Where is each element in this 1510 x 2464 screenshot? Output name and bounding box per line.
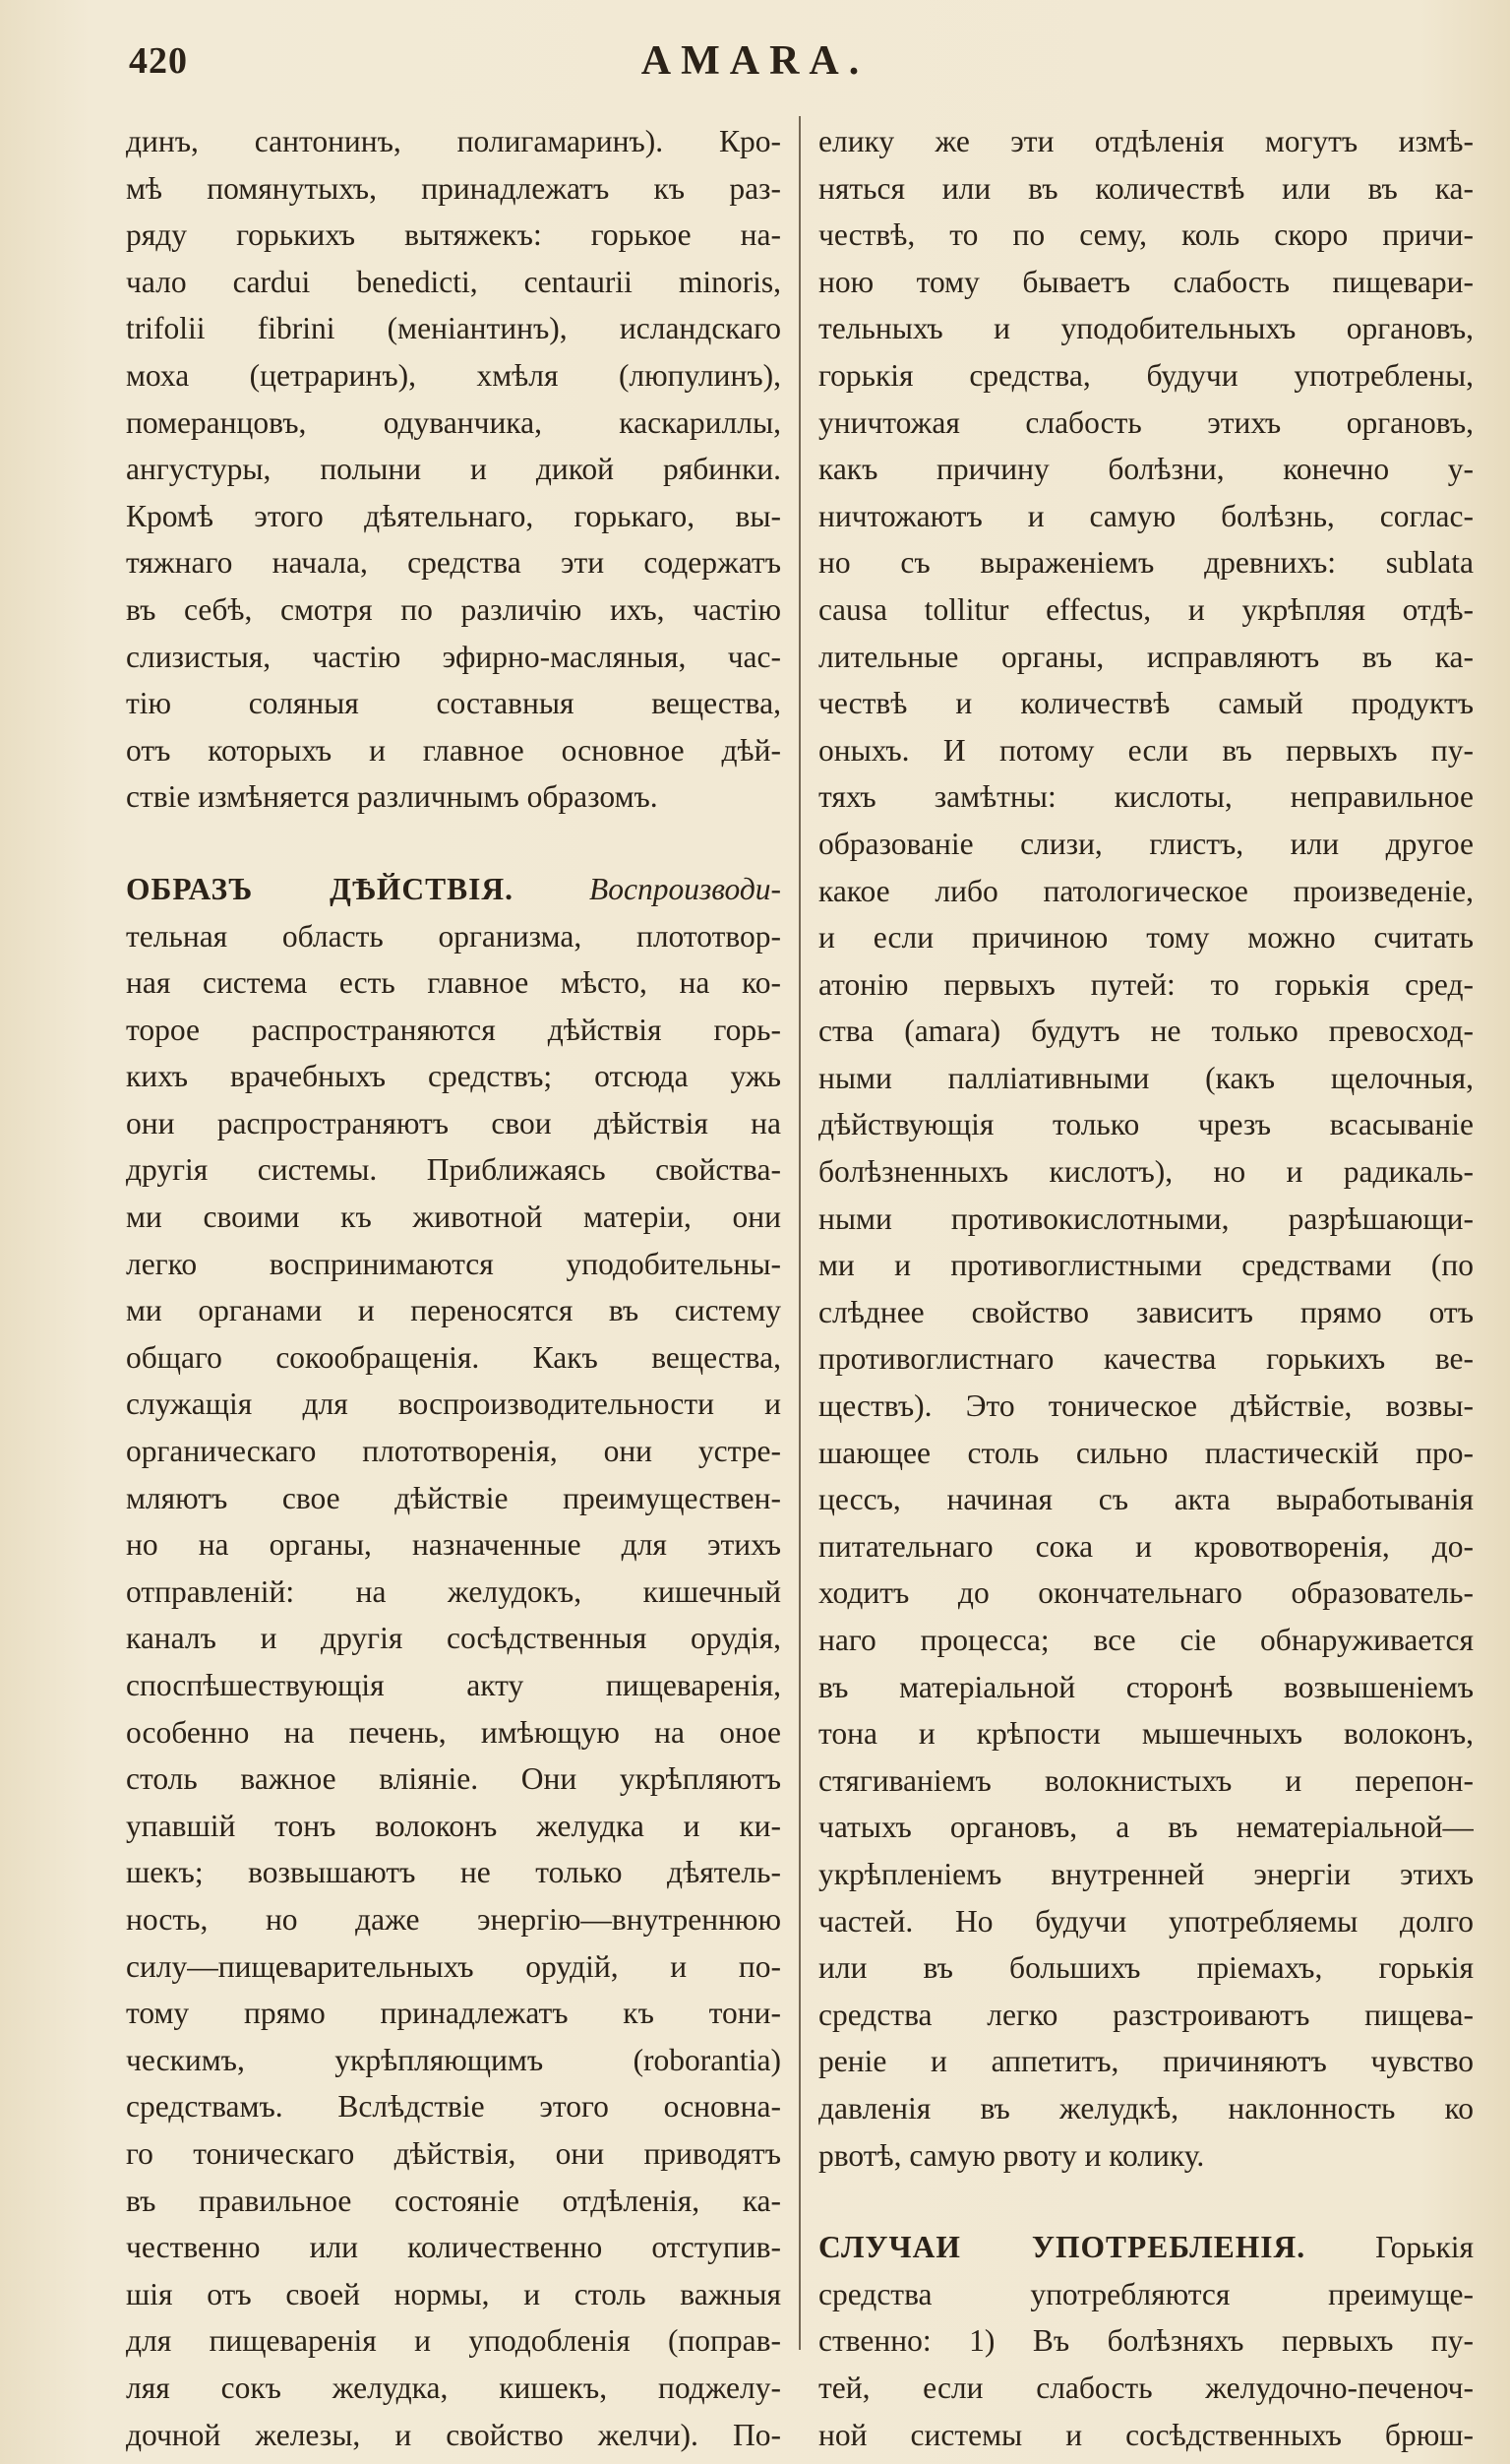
text-line: тію соляныя составныя вещества, [126,686,781,721]
text-line: ной системы и сосѣдственныхъ брюш- [818,2417,1474,2452]
text-line: ствіе измѣняется различнымъ образомъ. [126,779,658,815]
text-line: ангустуры, полыни и дикой рябинки. [126,452,781,487]
text-line: чало cardui benedicti, centaurii minoris, [126,264,781,299]
running-title: AMARA. [640,38,870,84]
section-heading-line [126,866,781,913]
section-heading: СЛУЧАИ УПОТРЕБЛЕНІЯ. [818,2230,1306,2265]
text-line: слизистыя, частію эфирно-масляныя, час- [126,639,781,674]
text-line: питательнаго сока и кровотворенія, до- [818,1528,1474,1564]
column-divider [799,116,801,2350]
right-paragraph-2 [818,2271,1474,2458]
text-line: отправленій: на желудокъ, кишечный [126,1573,781,1609]
section-gap [126,821,781,866]
text-line: атонію первыхъ путей: то горькія сред- [818,966,1474,1002]
text-line: торое распространяются дѣйствія горь- [126,1012,781,1047]
text-line: горькія средства, будучи употреблены, [818,357,1474,393]
text-line: противоглистнаго качества горькихъ ве- [818,1341,1474,1377]
text-line: тона и крѣпости мышечныхъ волоконъ, [818,1716,1474,1752]
text-line: какъ причину болѣзни, конечно у- [818,452,1474,487]
text-line: чественно или количественно отступив- [126,2230,781,2265]
text-line: дочной железы, и свойство желчи). По- [126,2417,781,2452]
text-line: ряду горькихъ вытяжекъ: горькое на- [126,217,781,253]
text-line: образованіе слизи, глистъ, или другое [818,826,1474,861]
section-heading-line [818,2224,1474,2271]
text-line: ми органами и переносятся въ систему [126,1293,781,1328]
text-line: ственно: 1) Въ болѣзняхъ первыхъ пу- [818,2323,1474,2359]
text-line: моха (цетраринъ), хмѣля (люпулинъ), [126,357,781,393]
text-line: ства (amara) будутъ не только превосход- [818,1014,1474,1049]
text-line: лительные органы, исправляютъ въ ка- [818,639,1474,674]
text-line: укрѣпленіемъ внутренней энергіи этихъ [818,1856,1474,1891]
text-line: наго процесса; все сіе обнаруживается [818,1623,1474,1657]
text-line: особенно на печень, имѣющую на оное [126,1714,781,1750]
text-line: въ матеріальной сторонѣ возвышеніемъ [818,1669,1474,1704]
text-line: causa tollitur effectus, и укрѣпляя отдѣ- [818,591,1474,627]
text-line: кихъ врачебныхъ средствъ; отсюда ужь [126,1059,781,1094]
text-line: шекъ; возвышаютъ не только дѣятель- [126,1855,781,1890]
text-line: силу—пищеварительныхъ орудій, и по- [126,1948,781,1984]
text-line: мляютъ свое дѣйствіе преимуществен- [126,1480,781,1515]
text-line: упавшій тонъ волоконъ желудка и ки- [126,1808,781,1843]
text-line: частей. Но будучи употребляемы долго [818,1903,1474,1939]
text-line: споспѣшествующія акту пищеваренія, [126,1668,781,1702]
text-line: Кромѣ этого дѣятельнаго, горькаго, вы- [126,498,781,533]
text-line: болѣзненныхъ кислотъ), но и радикаль- [818,1154,1474,1190]
text-line: столь важное вліяніе. Они укрѣпляютъ [126,1761,781,1797]
text-line: няться или въ количествѣ или въ ка- [818,170,1474,206]
text-line: служащія для воспроизводительности и [126,1386,781,1422]
text-line: но съ выраженіемъ древнихъ: sublata [818,545,1474,581]
text-line: давленія въ желудкѣ, наклонность ко [818,2090,1474,2125]
text-line: какое либо патологическое произведеніе, [818,873,1474,908]
text-line: тяхъ замѣтны: кислоты, неправильное [818,779,1474,815]
text-line: тельныхъ и уподобительныхъ органовъ, [818,311,1474,346]
text-line: ною тому бываетъ слабость пищевари- [818,264,1474,299]
text-line: чествѣ и количествѣ самый продуктъ [818,686,1474,721]
text-line: тельная область организма, плототвор- [126,918,781,954]
text-line: померанцовъ, одуванчика, каскариллы, [126,404,781,440]
right-column [818,118,1474,2458]
text-line: ществъ). Это тоническое дѣйствіе, возвы- [818,1388,1474,1424]
text-line: ничтожаютъ и самую болѣзнь, соглас- [818,498,1474,533]
text-line: другія системы. Приближаясь свойства- [126,1152,781,1188]
text-line: ходитъ до окончательнаго образователь- [818,1575,1474,1611]
text-line: средства употребляются преимуще- [818,2276,1474,2311]
text-line: въ себѣ, смотря по различію ихъ, частію [126,591,781,627]
text-line: стягиваніемъ волокнистыхъ и перепон- [818,1762,1474,1798]
left-paragraph-1 [126,118,781,821]
text-line: дѣйствующія только чрезъ всасываніе [818,1107,1474,1142]
text-line: реніе и аппетитъ, причиняютъ чувство [818,2044,1474,2079]
text-line: го тоническаго дѣйствія, они приводятъ [126,2135,781,2171]
text-line: ми и противоглистными средствами (по [818,1248,1474,1283]
text-line: тому прямо принадлежатъ къ тони- [126,1996,781,2031]
text-line: общаго сокообращенія. Какъ вещества, [126,1339,781,1375]
text-line: оныхъ. И потому если въ первыхъ пу- [818,732,1474,768]
text-line: отъ которыхъ и главное основное дѣй- [126,732,781,768]
text-line: рвотѣ, самую рвоту и колику. [818,2137,1205,2173]
text-line: легко воспринимаются уподобительны- [126,1246,781,1281]
text-line: шающее столь сильно пластическій про- [818,1435,1474,1470]
text-line: для пищеваренія и уподобленія (поправ- [126,2323,781,2359]
text-line: каналъ и другія сосѣдственныя орудія, [126,1621,781,1656]
text-line: елику же эти отдѣленія могутъ измѣ- [818,124,1474,158]
text-line: тяжнаго начала, средства эти содержатъ [126,545,781,581]
text-line: цессъ, начиная съ акта выработыванія [818,1482,1474,1517]
heading-line-rest: Воспроизводи- [588,871,781,906]
text-line: чествѣ, то по сему, коль скоро причи- [818,217,1474,253]
section-heading: ОБРАЗЪ ДѢЙСТВІЯ. [126,871,514,906]
text-line: trifolii fibrini (меніантинъ), исландскаго [126,311,781,346]
text-line: шія отъ своей нормы, и столь важныя [126,2276,781,2311]
text-line: средства легко разстроиваютъ пищева- [818,1997,1474,2032]
text-line: ческимъ, укрѣпляющимъ (roborantia) [126,2042,781,2077]
text-line: или въ большихъ пріемахъ, горькія [818,1950,1474,1986]
text-line: ными палліативными (какъ щелочныя, [818,1060,1474,1095]
text-line: ляя сокъ желудка, кишекъ, поджелу- [126,2370,781,2405]
text-line: тей, если слабость желудочно-печеноч- [818,2370,1474,2405]
text-line: мѣ помянутыхъ, принадлежатъ къ раз- [126,170,781,206]
text-line: динъ, сантонинъ, полигамаринъ). Кро- [126,124,781,158]
text-line: въ правильное состояніе отдѣленія, ка- [126,2183,781,2218]
text-line: но на органы, назначенные для этихъ [126,1527,781,1563]
right-paragraph-1 [818,118,1474,2179]
heading-line-rest: Горькія [1375,2230,1474,2265]
text-line: чатыхъ органовъ, а въ нематеріальной— [818,1810,1474,1845]
text-line: ми своими къ животной матеріи, они [126,1200,781,1235]
text-line: они распространяютъ свои дѣйствія на [126,1105,781,1140]
text-line: ность, но даже энергію—внутреннюю [126,1901,781,1937]
left-paragraph-2 [126,913,781,2459]
text-line: ными противокислотными, разрѣшающи- [818,1201,1474,1236]
section-gap [818,2179,1474,2224]
text-line: уничтожая слабость этихъ органовъ, [818,404,1474,440]
text-line: слѣднее свойство зависитъ прямо отъ [818,1294,1474,1329]
text-line: средствамъ. Вслѣдствіе этого основна- [126,2089,781,2125]
text-line: ная система есть главное мѣсто, на ко- [126,965,781,1001]
text-line: органическаго плототворенія, они устре- [126,1434,781,1469]
text-line: и если причиною тому можно считать [818,920,1474,955]
page-number: 420 [129,40,188,82]
left-column [126,118,781,2458]
